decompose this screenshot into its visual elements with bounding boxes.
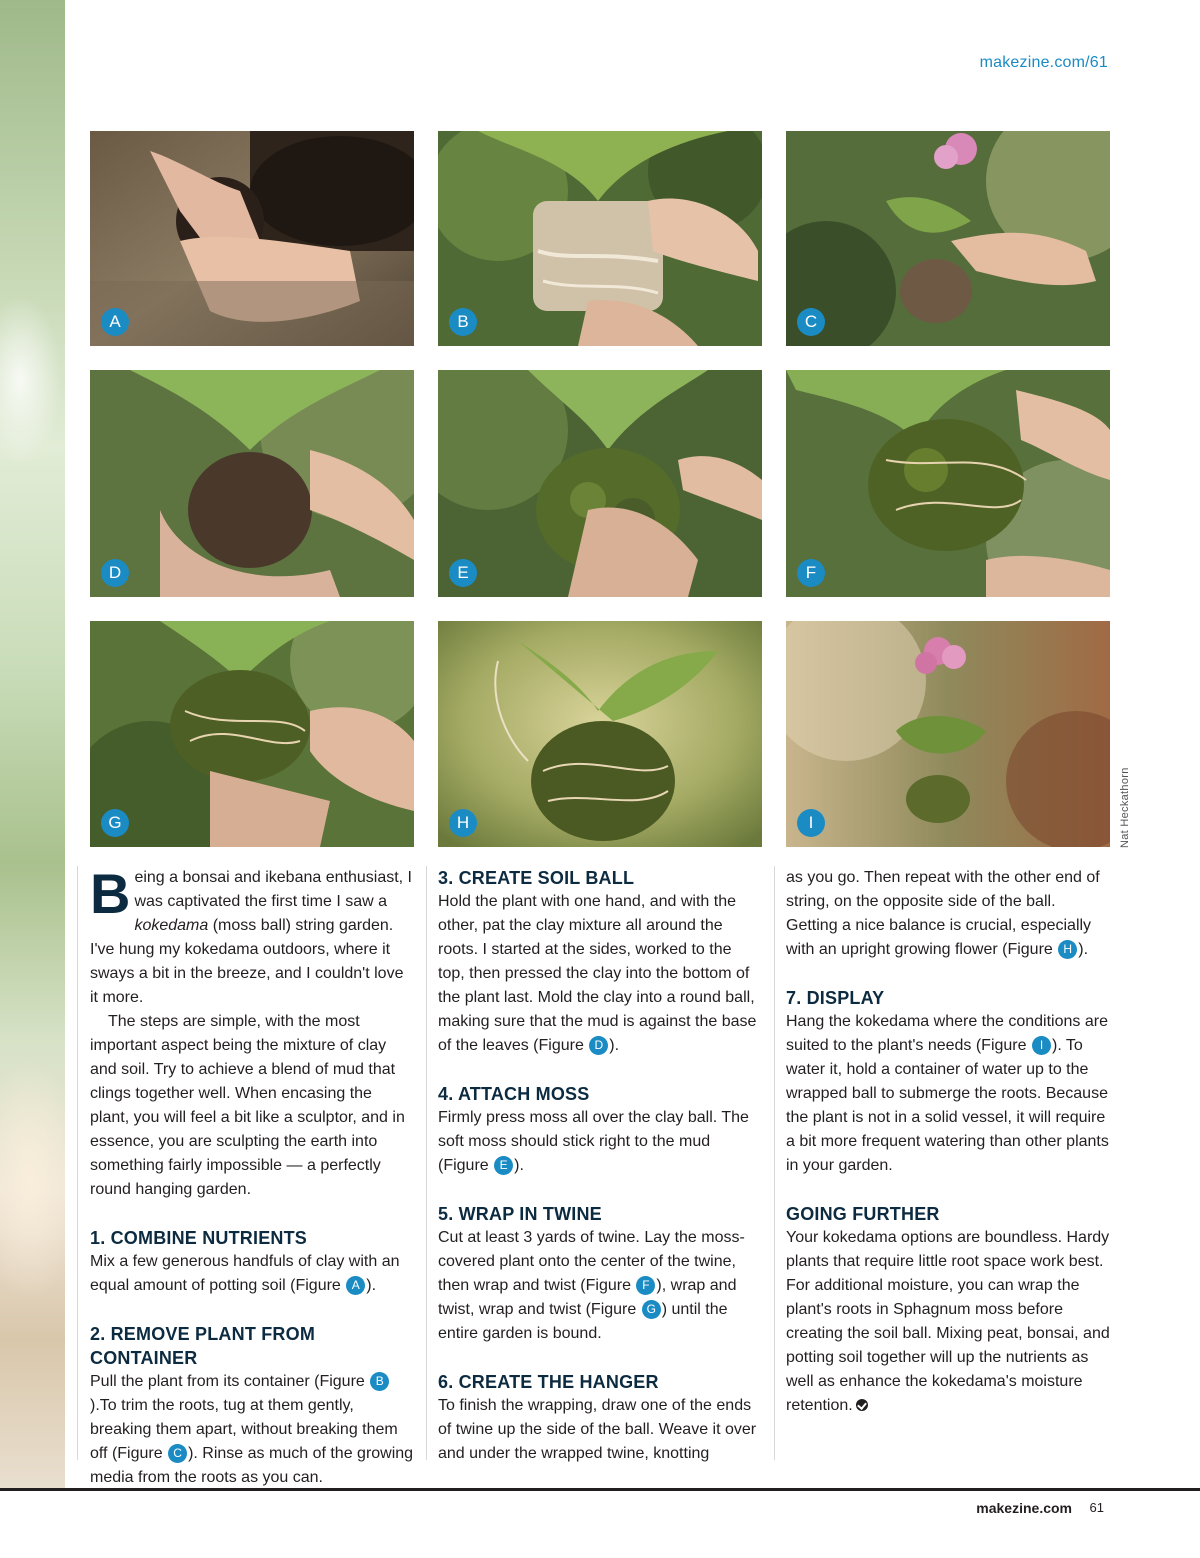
figure-badge-i: I (797, 809, 825, 837)
photo-g (90, 621, 414, 847)
column-rule (426, 866, 427, 1460)
figure-ref-f[interactable]: F (636, 1276, 655, 1295)
figure-badge-f: F (797, 559, 825, 587)
column-rule (774, 866, 775, 1460)
footer-site[interactable]: makezine.com (976, 1500, 1072, 1516)
column-2 (438, 866, 762, 1466)
figure-ref-e[interactable]: E (494, 1156, 513, 1175)
end-mark-icon (856, 1399, 868, 1411)
step-5-text: Cut at least 3 yards of twine. Lay the moss-covered plant onto the center of the twine, then wrap and twist (Figure F ), wrap and twist, wrap and twist (Figure G ) until the entire garden is bound. (438, 1229, 745, 1342)
figure-badge-h: H (449, 809, 477, 837)
going-further-heading: GOING FURTHER (786, 1204, 940, 1224)
step-3-text: Hold the plant with one hand, and with the other, pat the clay mixture all around the roots. I started at the sides, worked to the top, then pressed the clay into the bottom of the plant last. Mold the clay into a round ball, making sure that the mud is against the base of the leaves (Figure D ). (438, 893, 757, 1054)
figure-ref-h[interactable]: H (1058, 940, 1077, 959)
figure-ref-d[interactable]: D (589, 1036, 608, 1055)
photo-a (90, 131, 414, 346)
header-url[interactable]: makezine.com/61 (979, 54, 1108, 71)
step-1-text: Mix a few generous handfuls of clay with an equal amount of potting soil (Figure A ). (90, 1253, 400, 1294)
decorative-left-strip (0, 0, 66, 1488)
step-6-heading: 6. CREATE THE HANGER (438, 1372, 659, 1392)
photo-e (438, 370, 762, 597)
footer-page-number: 61 (1089, 1500, 1104, 1515)
figure-ref-a[interactable]: A (346, 1276, 365, 1295)
figure-badge-a: A (101, 308, 129, 336)
step-7-text: Hang the kokedama where the conditions are suited to the plant's needs (Figure I ). To water it, hold a container of water up to the wrapped ball to submerge the roots. Because the plant is not in a solid vessel, it will require a bit more frequent watering than other plants in your garden. (786, 1013, 1109, 1174)
step-4-heading: 4. ATTACH MOSS (438, 1084, 590, 1104)
intro-paragraph: Being a bonsai and ikebana enthusiast, I was captivated the first time I saw a kokedama (moss ball) string garden. I've hung my kokedama outdoors, where it sways a bit in the breeze, and I couldn't love it more. (90, 862, 412, 1006)
footer-rule (0, 1488, 1200, 1491)
photo-b (438, 131, 762, 346)
figure-badge-b: B (449, 308, 477, 336)
figure-ref-c[interactable]: C (168, 1444, 187, 1463)
photo-credit: Nat Heckathorn (1119, 767, 1131, 848)
column-3 (786, 866, 1110, 1418)
column-rule (77, 866, 78, 1460)
figure-badge-e: E (449, 559, 477, 587)
step-1-heading: 1. COMBINE NUTRIENTS (90, 1228, 308, 1248)
figure-badge-g: G (101, 809, 129, 837)
photo-f (786, 370, 1110, 597)
drop-cap: B (90, 862, 131, 925)
intro-paragraph-2: The steps are simple, with the most important aspect being the mixture of clay and soil. Try to achieve a blend of mud that clings together well. When encasing the plant, you will feel a bit like a sculptor, and in essence, you are sculpting the earth into something fairly impossible — a perfectly round hanging garden. (90, 1013, 405, 1198)
step-5-heading: 5. WRAP IN TWINE (438, 1204, 602, 1224)
step-2-heading: 2. REMOVE PLANT FROM CONTAINER (90, 1324, 316, 1368)
photo-d (90, 370, 414, 597)
photo-c (786, 131, 1110, 346)
step-6-text-part-2: as you go. Then repeat with the other end of string, on the opposite side of the ball. Getting a nice balance is crucial, especially with an upright growing flower (Figure H ). (786, 869, 1100, 958)
figure-ref-b[interactable]: B (370, 1372, 389, 1391)
photo-i (786, 621, 1110, 847)
step-7-heading: 7. DISPLAY (786, 988, 885, 1008)
going-further-text: Your kokedama options are boundless. Hardy plants that require little root space work best. For additional moisture, you can wrap the plant's roots in Sphagnum moss before creating the soil ball. Mixing peat, bonsai, and potting soil together will up the nutrients as well as enhance the kokedama's moisture retention. (786, 1229, 1110, 1414)
figure-ref-g[interactable]: G (642, 1300, 661, 1319)
step-6-text-part-1: To finish the wrapping, draw one of the ends of twine up the side of the ball. Weave it over and under the wrapped twine, knotting (438, 1397, 757, 1462)
step-2-text: Pull the plant from its container (Figure B).To trim the roots, tug at them gently, breaking them apart, without breaking them off (Figure C ). Rinse as much of the growing media from the roots as you can. (90, 1373, 414, 1486)
figure-badge-d: D (101, 559, 129, 587)
column-1 (90, 862, 414, 1490)
step-3-heading: 3. CREATE SOIL BALL (438, 868, 635, 888)
figure-ref-i[interactable]: I (1032, 1036, 1051, 1055)
step-4-text: Firmly press moss all over the clay ball. The soft moss should stick right to the mud (Figure E ). (438, 1109, 749, 1174)
photo-h (438, 621, 762, 847)
figure-badge-c: C (797, 308, 825, 336)
